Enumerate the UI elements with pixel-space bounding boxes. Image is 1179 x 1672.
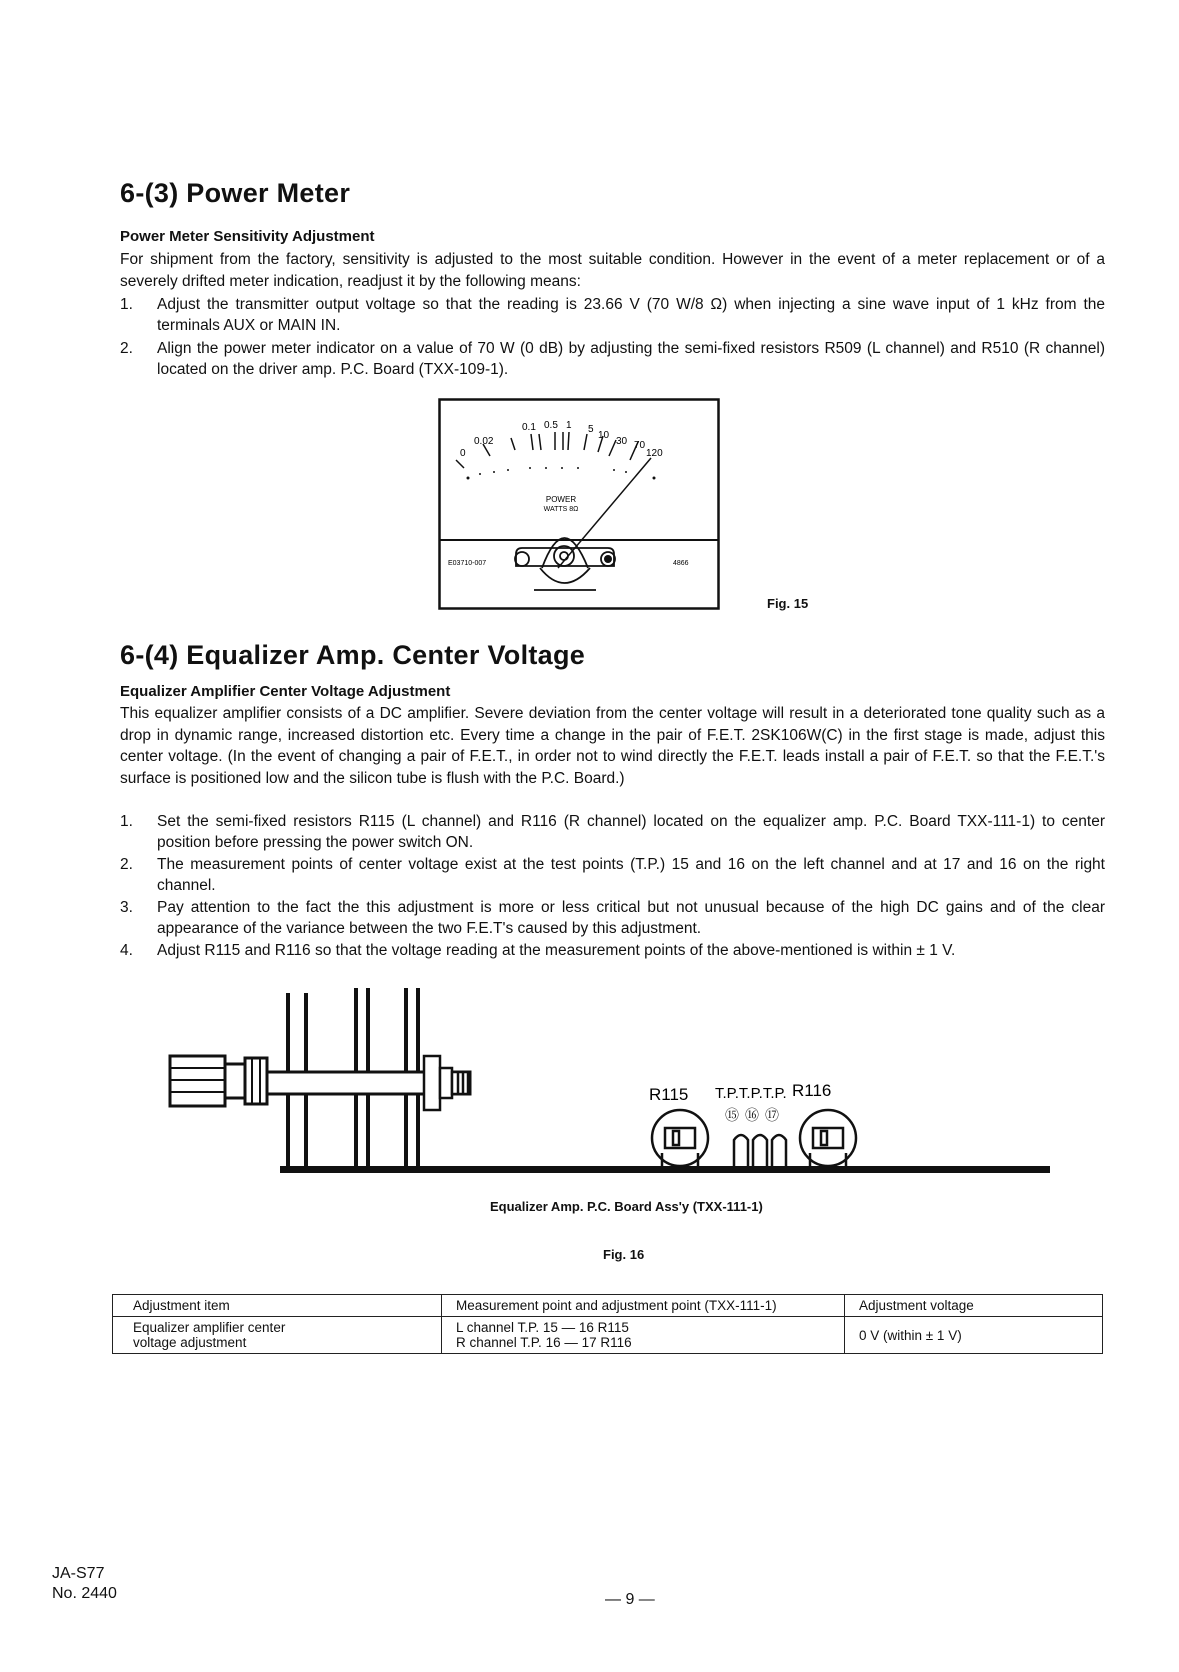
meter-scale-label: 10	[598, 430, 610, 441]
point-line-1: L channel T.P. 15 — 16 R115	[456, 1320, 629, 1335]
step-number: 2.	[120, 340, 133, 357]
step-number: 3.	[120, 899, 133, 916]
tp-number-16: ⑯	[745, 1107, 759, 1123]
meter-left-code: E03710-007	[448, 560, 487, 567]
r115-trimmer	[652, 1110, 708, 1166]
power-meter-step-1	[120, 294, 1105, 336]
table-header-row	[113, 1295, 1103, 1317]
meter-scale-label: 0.5	[544, 420, 558, 431]
meter-scale-label: 5	[588, 424, 594, 435]
meter-right-code: 4866	[673, 560, 689, 567]
table-header-cell: Measurement point and adjustment point (TXX-111-1)	[442, 1295, 845, 1317]
section-title-equalizer: 6-(4) Equalizer Amp. Center Voltage	[120, 640, 586, 670]
table-header-cell: Adjustment item	[113, 1295, 442, 1317]
step-number: 1.	[120, 813, 133, 830]
step-text: Adjust R115 and R116 so that the voltage reading at the measurement points of the above-mentioned is within ± 1 V.	[157, 942, 956, 959]
rear-nut	[424, 1056, 468, 1110]
step-number: 1.	[120, 296, 133, 313]
equalizer-step-3	[120, 897, 1105, 939]
meter-db-dots	[467, 467, 656, 480]
pc-board	[280, 1166, 1050, 1173]
equalizer-intro: This equalizer amplifier consists of a DC amplifier. Severe deviation from the center voltage will result in a deteriorated tone quality such as a drop in dynamic range, increased distortion etc. Every time a change in the pair of F.E.T. 2SK106W(C) in the first stage is made, adjust this center voltage. (In the event of changing a pair of F.E.T., in order not to wind directly the F.E.T. leads install a pair of F.E.T. so that the F.E.T.'s surface is positioned low and the silicon tube is flush with the P.C. Board.)	[120, 705, 1105, 788]
table-header-cell: Adjustment voltage	[845, 1295, 1103, 1317]
knob	[170, 1056, 267, 1106]
page-number: — 9 —	[605, 1591, 655, 1608]
table-cell-item	[113, 1317, 442, 1354]
adjustment-table	[112, 1294, 1103, 1354]
fig-15-label: Fig. 15	[767, 596, 809, 611]
table-row	[113, 1317, 1103, 1354]
meter-scale-label: 1	[566, 420, 572, 431]
r116-trimmer	[800, 1110, 856, 1166]
meter-scale-label: 0	[460, 448, 466, 459]
equalizer-step-4	[120, 940, 1105, 961]
fig-16-label: Fig. 16	[603, 1247, 645, 1262]
tp-label: T.P.T.P.T.P.	[715, 1085, 787, 1102]
section-subtitle-equalizer: Equalizer Amplifier Center Voltage Adjustment	[120, 683, 451, 700]
footer-number: No. 2440	[52, 1585, 117, 1602]
table-cell-point	[442, 1317, 845, 1354]
power-meter-figure	[438, 398, 720, 610]
footer-model: JA-S77	[52, 1565, 105, 1582]
tp-number-17: ⑰	[765, 1107, 779, 1123]
r115-label: R115	[649, 1085, 689, 1104]
step-number: 4.	[120, 942, 133, 959]
step-text: Align the power meter indicator on a value of 70 W (0 dB) by adjusting the semi-fixed resistors R509 (L channel) and R510 (R channel) located on the driver amp. P.C. Board (TXX-109-1).	[157, 340, 1105, 378]
meter-power-label: POWER	[545, 495, 577, 504]
point-line-2: R channel T.P. 16 — 17 R116	[456, 1335, 632, 1350]
step-text: Adjust the transmitter output voltage so that the reading is 23.66 V (70 W/8 Ω) when injecting a sine wave input of 1 kHz from the terminals AUX or MAIN IN.	[157, 296, 1105, 334]
section-title-power-meter: 6-(3) Power Meter	[120, 178, 351, 208]
item-line-2: voltage adjustment	[133, 1335, 247, 1350]
section-subtitle-power-meter: Power Meter Sensitivity Adjustment	[120, 228, 375, 245]
test-points	[734, 1135, 786, 1166]
tp-number-15: ⑮	[725, 1107, 739, 1123]
step-text: The measurement points of center voltage exist at the test points (T.P.) 15 and 16 on the left channel and at 17 and 16 on the right channel.	[157, 856, 1105, 894]
meter-scale-label: 120	[646, 448, 663, 459]
equalizer-board-figure	[160, 988, 1060, 1178]
meter-scale-label: 0.1	[522, 422, 536, 433]
item-line-1: Equalizer amplifier center	[133, 1320, 286, 1335]
power-meter-intro: For shipment from the factory, sensitivity is adjusted to the most suitable condition. However in the event of a meter replacement or of a severely drifted meter indication, readjust it by the following means:	[120, 251, 1105, 290]
step-number: 2.	[120, 856, 133, 873]
equalizer-step-2	[120, 854, 1105, 896]
table-cell-voltage: 0 V (within ± 1 V)	[845, 1317, 1103, 1354]
meter-scale-label: 0.02	[474, 436, 494, 447]
step-text: Pay attention to the fact the this adjustment is more or less critical but not unusual because of the high DC gains and of the clear appearance of the variance between the two F.E.T's caused by this adjustment.	[157, 899, 1105, 937]
fig-16-caption: Equalizer Amp. P.C. Board Ass'y (TXX-111-1)	[490, 1199, 763, 1214]
power-meter-step-2	[120, 338, 1105, 380]
meter-scale-label: 30	[616, 436, 628, 447]
step-text: Set the semi-fixed resistors R115 (L channel) and R116 (R channel) located on the equalizer amp. P.C. Board TXX-111-1) to center position before pressing the power switch ON.	[157, 813, 1105, 851]
r116-label: R116	[792, 1081, 832, 1100]
meter-watts-label: WATTS 8Ω	[543, 506, 579, 513]
equalizer-step-1	[120, 811, 1105, 853]
meter-mechanism	[515, 538, 615, 590]
meter-scale-label: 70	[634, 440, 646, 451]
